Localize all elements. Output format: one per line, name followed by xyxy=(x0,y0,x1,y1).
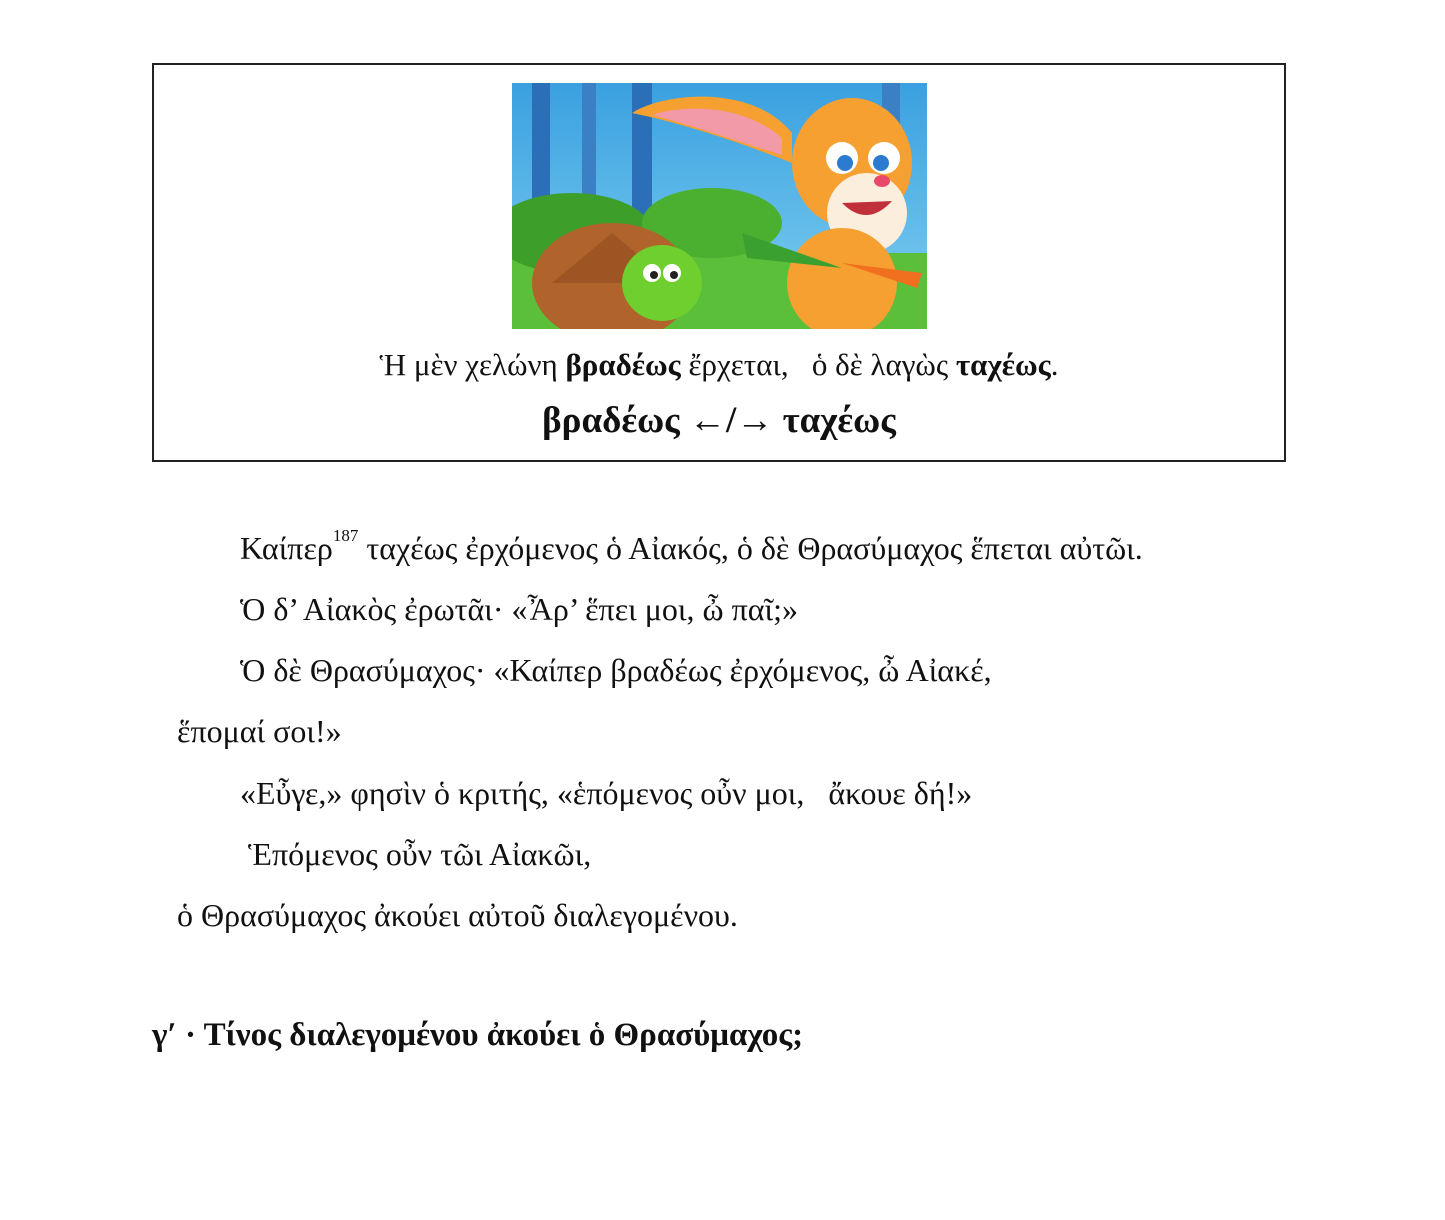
footnote-ref[interactable]: 187 xyxy=(332,526,359,545)
illustration-box xyxy=(152,63,1286,462)
passage-line: Ἑπόμενος οὖν τῶι Αἰακῶι, xyxy=(240,836,592,872)
caption-text: Ἡ μὲν χελώνη xyxy=(379,347,566,382)
caption-text: ἔρχεται, ὁ δὲ λαγὼς xyxy=(680,347,956,382)
passage-line: Ὁ δ’ Αἰακὸς ἐρωτᾶι· «Ἆρ’ ἕπει μοι, ὦ παῖ;» xyxy=(240,591,798,627)
passage-line: Ὁ δὲ Θρασύμαχος· «Καίπερ βραδέως ἐρχόμενος, ὦ Αἰακέ, xyxy=(240,652,992,688)
passage-text: ταχέως ἐρχόμενος ὁ Αἰακός, ὁ δὲ Θρασύμαχος ἕπεται αὐτῶι. xyxy=(358,530,1143,566)
tortoise-and-hare-illustration xyxy=(512,83,927,329)
passage-line: ὁ Θρασύμαχος ἀκούει αὐτοῦ διαλεγομένου. xyxy=(177,897,738,933)
caption-bold-word: βραδέως xyxy=(565,347,681,382)
passage-line xyxy=(240,526,1143,567)
caption-bold-word: ταχέως xyxy=(955,347,1051,382)
illustration-caption xyxy=(154,347,1284,383)
passage-line: «Εὖγε,» φησὶν ὁ κριτής, «ἑπόμενος οὖν μοι, ἄκουε δή!» xyxy=(240,775,973,811)
passage-line: ἕπομαί σοι!» xyxy=(177,713,342,749)
contrast-heading: βραδέως ←/→ ταχέως xyxy=(542,400,896,441)
passage-text: Καίπερ xyxy=(240,530,333,566)
caption-text: . xyxy=(1050,347,1059,382)
comprehension-question: γʹ · Τίνος διαλεγομένου ἀκούει ὁ Θρασύμαχος; xyxy=(152,1017,804,1053)
